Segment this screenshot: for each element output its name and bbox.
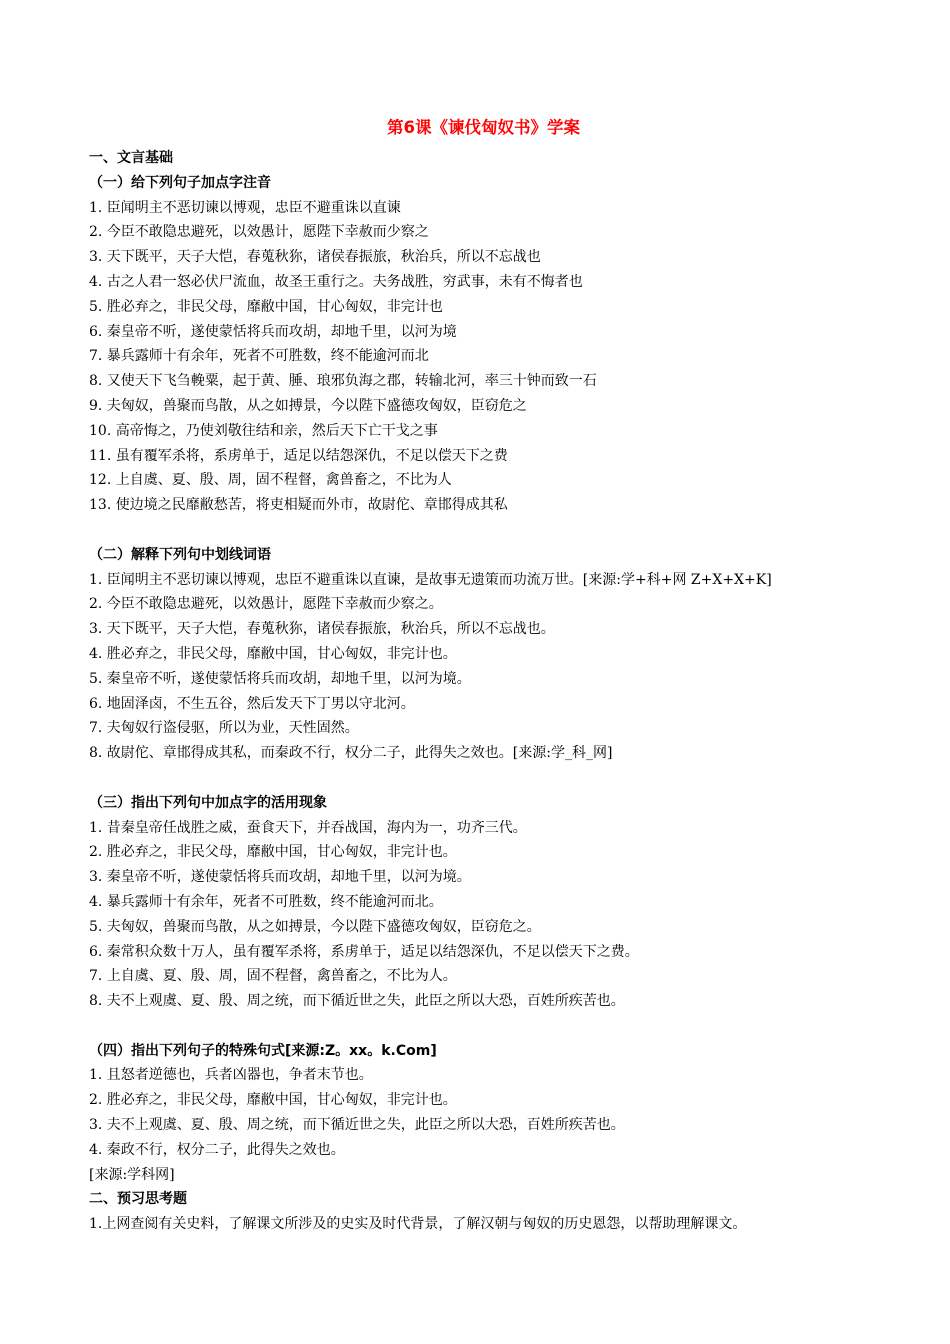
part2-heading: 二、预习思考题 bbox=[89, 1191, 187, 1208]
section-heading: （三）指出下列句中加点字的活用现象 bbox=[89, 794, 327, 811]
list-item: 4. 暴兵露师十有余年，死者不可胜数，终不能逾河而北。 bbox=[89, 893, 443, 910]
list-item: 8. 夫不上观虞、夏、殷、周之统，而下循近世之失，此臣之所以大恐，百姓所疾苦也。 bbox=[89, 993, 625, 1010]
list-item: 5. 胜必弃之，非民父母，靡敝中国，甘心匈奴，非完计也 bbox=[89, 298, 443, 315]
section-sentence-patterns bbox=[89, 1039, 889, 1163]
list-item: 3. 秦皇帝不听，遂使蒙恬将兵而攻胡，却地千里，以河为境。 bbox=[89, 869, 471, 886]
list-item: 2. 今臣不敢隐忠避死，以效愚计，愿陛下幸赦而少察之。 bbox=[89, 596, 443, 613]
section-heading: （一）给下列句子加点字注音 bbox=[89, 174, 271, 191]
list-item: 3. 天下既平，天子大恺，春蒐秋狝，诸侯春振旅，秋治兵，所以不忘战也 bbox=[89, 249, 541, 266]
list-item: 6. 秦常积众数十万人，虽有覆军杀将，系虏单于，适足以结怨深仇，不足以偿天下之费。 bbox=[89, 943, 639, 960]
spacer bbox=[89, 766, 889, 791]
list-item: 1. 臣闻明主不恶切谏以博观，忠臣不避重诛以直谏，是故事无遗策而功流万世。[来源:学+科+网 Z+X+X+K] bbox=[89, 571, 772, 588]
list-item: 1.上网查阅有关史料，了解课文所涉及的史实及时代背景，了解汉朝与匈奴的历史恩怨，以帮助理解课文。 bbox=[89, 1216, 747, 1233]
list-item: 1. 臣闻明主不恶切谏以博观，忠臣不避重诛以直谏 bbox=[89, 199, 401, 216]
list-item: 2. 胜必弃之，非民父母，靡敝中国，甘心匈奴，非完计也。 bbox=[89, 844, 457, 861]
section-heading: （二）解释下列句中划线词语 bbox=[89, 546, 271, 563]
part1-heading: 一、文言基础 bbox=[89, 150, 173, 166]
list-item: 5. 秦皇帝不听，遂使蒙恬将兵而攻胡，却地千里，以河为境。 bbox=[89, 670, 471, 687]
list-item: 5. 夫匈奴，兽聚而鸟散，从之如搏景，今以陛下盛德攻匈奴，臣窃危之。 bbox=[89, 918, 541, 935]
section-word-meaning bbox=[89, 543, 889, 766]
list-item: 1. 昔秦皇帝任战胜之威，蚕食天下，并吞战国，海内为一，功齐三代。 bbox=[89, 819, 527, 836]
section-word-usage bbox=[89, 791, 889, 1014]
list-item: 7. 暴兵露师十有余年，死者不可胜数，终不能逾河而北 bbox=[89, 348, 429, 365]
list-item: 7. 上自虞、夏、殷、周，固不程督，禽兽畜之，不比为人。 bbox=[89, 968, 457, 985]
section-pronunciation bbox=[89, 171, 889, 518]
list-item: 4. 胜必弃之，非民父母，靡敝中国，甘心匈奴，非完计也。 bbox=[89, 645, 457, 662]
section-heading: （四）指出下列句子的特殊句式[来源:Z。xx。k.Com] bbox=[89, 1042, 437, 1059]
list-item: 2. 今臣不敢隐忠避死，以效愚计，愿陛下幸赦而少察之 bbox=[89, 224, 429, 241]
list-item: 8. 故尉佗、章邯得成其私，而秦政不行，权分二子，此得失之效也。[来源:学_科_网] bbox=[89, 745, 613, 762]
list-item: 3. 天下既平，天子大恺，春蒐秋狝，诸侯春振旅，秋治兵，所以不忘战也。 bbox=[89, 621, 555, 638]
list-item: 6. 秦皇帝不听，遂使蒙恬将兵而攻胡，却地千里，以河为境 bbox=[89, 323, 457, 340]
spacer bbox=[89, 518, 889, 543]
source-note: [来源:学科网] bbox=[89, 1166, 175, 1183]
list-item: 7. 夫匈奴行盗侵驱，所以为业，天性固然。 bbox=[89, 720, 359, 737]
spacer bbox=[89, 1014, 889, 1039]
list-item: 1. 且怒者逆德也，兵者凶器也，争者末节也。 bbox=[89, 1067, 373, 1084]
list-item: 4. 秦政不行，权分二子，此得失之效也。 bbox=[89, 1141, 345, 1158]
list-item: 10. 高帝悔之，乃使刘敬往结和亲，然后天下亡干戈之事 bbox=[89, 422, 438, 439]
list-item: 9. 夫匈奴，兽聚而鸟散，从之如搏景，今以陛下盛德攻匈奴，臣窃危之 bbox=[89, 397, 527, 414]
list-item: 3. 夫不上观虞、夏、殷、周之统，而下循近世之失，此臣之所以大恐，百姓所疾苦也。 bbox=[89, 1117, 625, 1134]
document-title: 第6课《谏伐匈奴书》学案 bbox=[387, 118, 580, 137]
list-item: 13. 使边境之民靡敝愁苦，将吏相疑而外市，故尉佗、章邯得成其私 bbox=[89, 497, 508, 514]
list-item: 2. 胜必弃之，非民父母，靡敝中国，甘心匈奴，非完计也。 bbox=[89, 1092, 457, 1109]
list-item: 11. 虽有覆军杀将，系虏单于，适足以结怨深仇，不足以偿天下之费 bbox=[89, 447, 508, 464]
document-page bbox=[89, 114, 889, 1237]
list-item: 8. 又使天下飞刍輓粟，起于黄、腄、琅邪负海之郡，转输北河，率三十钟而致一石 bbox=[89, 373, 597, 390]
list-item: 12. 上自虞、夏、殷、周，固不程督，禽兽畜之，不比为人 bbox=[89, 472, 452, 489]
list-item: 4. 古之人君一怒必伏尸流血，故圣王重行之。夫务战胜，穷武事，未有不悔者也 bbox=[89, 273, 583, 290]
list-item: 6. 地固泽卤，不生五谷，然后发天下丁男以守北河。 bbox=[89, 695, 415, 712]
